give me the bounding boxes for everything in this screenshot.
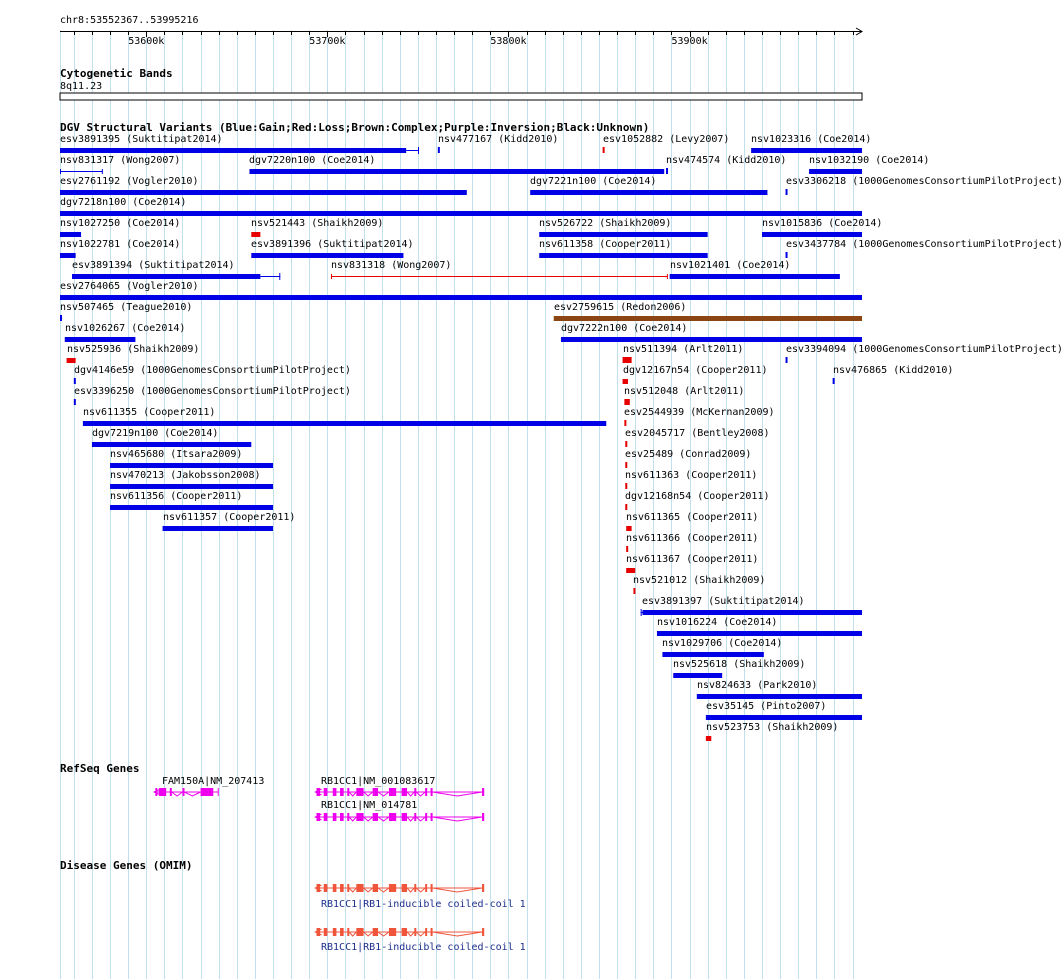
dgv-tick bbox=[623, 357, 632, 363]
feature-label[interactable]: esv35145 (Pinto2007) bbox=[706, 701, 827, 712]
feature-label[interactable]: nsv474574 (Kidd2010) bbox=[666, 155, 787, 166]
feature-label[interactable]: nsv525618 (Shaikh2009) bbox=[673, 659, 806, 670]
feature-label[interactable]: nsv521012 (Shaikh2009) bbox=[633, 575, 766, 586]
dgv-bar bbox=[657, 631, 862, 636]
dgv-bar bbox=[83, 421, 606, 426]
feature-label[interactable]: nsv1021401 (Coe2014) bbox=[670, 260, 791, 271]
omim-exon bbox=[356, 884, 363, 892]
refseq-exon bbox=[316, 813, 320, 821]
feature-label[interactable]: nsv611357 (Cooper2011) bbox=[163, 512, 296, 523]
dgv-bar bbox=[706, 736, 711, 741]
refseq-exon bbox=[431, 813, 433, 821]
omim-exon bbox=[389, 928, 396, 936]
dgv-tick bbox=[74, 399, 76, 405]
omim-intron-chevron bbox=[407, 888, 414, 892]
feature-label[interactable]: nsv1015836 (Coe2014) bbox=[762, 218, 883, 229]
dgv-bar bbox=[673, 673, 722, 678]
dgv-bar bbox=[65, 337, 136, 342]
omim-intron-chevron bbox=[416, 888, 425, 892]
dgv-bar bbox=[809, 169, 862, 174]
refseq-exon bbox=[324, 813, 328, 821]
omim-intron-chevron bbox=[378, 932, 389, 936]
feature-label[interactable]: nsv470213 (Jakobsson2008) bbox=[110, 470, 261, 481]
omim-exon bbox=[431, 928, 433, 936]
feature-label[interactable]: nsv1022781 (Coe2014) bbox=[60, 239, 181, 250]
feature-label[interactable]: nsv521443 (Shaikh2009) bbox=[251, 218, 384, 229]
dgv-tick bbox=[626, 546, 628, 552]
dgv-bar bbox=[539, 253, 707, 258]
feature-label[interactable]: esv3394094 (1000GenomesConsortiumPilotProject) bbox=[786, 344, 1063, 355]
feature-label[interactable]: nsv611358 (Cooper2011) bbox=[539, 239, 672, 250]
omim-exon bbox=[324, 928, 328, 936]
omim-track bbox=[315, 884, 484, 936]
feature-label[interactable]: nsv824633 (Park2010) bbox=[697, 680, 818, 691]
refseq-exon bbox=[347, 788, 349, 796]
feature-label[interactable]: nsv1027250 (Coe2014) bbox=[60, 218, 181, 229]
feature-label[interactable]: dgv7218n100 (Coe2014) bbox=[60, 197, 187, 208]
refseq-exon bbox=[170, 788, 172, 796]
dgv-tick bbox=[438, 147, 440, 153]
ruler-tick-label: 53800k bbox=[490, 36, 527, 47]
dgv-bar bbox=[92, 442, 251, 447]
refseq-intron-chevron bbox=[349, 792, 356, 796]
refseq-exon bbox=[340, 813, 344, 821]
feature-label[interactable]: dgv4146e59 (1000GenomesConsortiumPilotProject) bbox=[74, 365, 351, 376]
dgv-bar bbox=[762, 232, 862, 237]
feature-label[interactable]: nsv1032190 (Coe2014) bbox=[809, 155, 930, 166]
feature-label[interactable]: nsv1029706 (Coe2014) bbox=[662, 638, 783, 649]
feature-label[interactable]: nsv477167 (Kidd2010) bbox=[438, 134, 559, 145]
refseq-exon bbox=[414, 788, 416, 796]
ruler-axis bbox=[60, 28, 862, 47]
feature-label[interactable]: nsv526722 (Shaikh2009) bbox=[539, 218, 672, 229]
feature-label[interactable]: esv2045717 (Bentley2008) bbox=[625, 428, 770, 439]
feature-label[interactable]: FAM150A|NM_207413 bbox=[162, 776, 265, 787]
refseq-exon bbox=[389, 813, 396, 821]
dgv-tick bbox=[624, 420, 626, 426]
dgv-bar bbox=[623, 379, 628, 384]
dgv-tick bbox=[633, 588, 635, 594]
feature-label[interactable]: esv3891394 (Suktitipat2014) bbox=[72, 260, 235, 271]
refseq-exon bbox=[347, 813, 349, 821]
feature-label[interactable]: esv2759615 (Redon2006) bbox=[554, 302, 687, 313]
feature-label[interactable]: nsv523753 (Shaikh2009) bbox=[706, 722, 839, 733]
dgv-bar bbox=[60, 211, 862, 216]
omim-exon bbox=[431, 884, 433, 892]
refseq-exon bbox=[482, 788, 484, 796]
feature-label[interactable]: esv3891396 (Suktitipat2014) bbox=[251, 239, 414, 250]
dgv-bar bbox=[163, 526, 273, 531]
dgv-bar bbox=[72, 274, 260, 279]
feature-label[interactable]: nsv525936 (Shaikh2009) bbox=[67, 344, 200, 355]
feature-label[interactable]: esv3891395 (Suktitipat2014) bbox=[60, 134, 223, 145]
omim-exon bbox=[373, 928, 378, 936]
dgv-tick bbox=[625, 504, 627, 510]
refseq-exon bbox=[425, 788, 427, 796]
dgv-tick bbox=[603, 147, 605, 153]
feature-label[interactable]: RB1CC1|NM_001083617 bbox=[321, 776, 436, 787]
feature-label[interactable]: nsv1026267 (Coe2014) bbox=[65, 323, 186, 334]
omim-intron-chevron bbox=[416, 932, 425, 936]
refseq-track bbox=[154, 788, 484, 821]
ruler-tick-label: 53900k bbox=[671, 36, 708, 47]
feature-label[interactable]: nsv512048 (Arlt2011) bbox=[624, 386, 745, 397]
dgv-bar bbox=[60, 253, 76, 258]
feature-label[interactable]: dgv12167n54 (Cooper2011) bbox=[623, 365, 768, 376]
dgv-bar bbox=[251, 232, 260, 237]
refseq-intron-chevron bbox=[184, 792, 200, 796]
dgv-bar bbox=[662, 652, 763, 657]
dgv-bar bbox=[530, 190, 767, 195]
refseq-intron-chevron bbox=[378, 792, 389, 796]
dgv-bar bbox=[706, 715, 862, 720]
refseq-exon bbox=[155, 788, 157, 796]
refseq-exon bbox=[373, 788, 378, 796]
refseq-exon bbox=[389, 788, 396, 796]
refseq-intron-chevron bbox=[378, 817, 389, 821]
refseq-exon bbox=[159, 788, 166, 796]
feature-label[interactable]: dgv7222n100 (Coe2014) bbox=[561, 323, 688, 334]
dgv-tick bbox=[625, 441, 627, 447]
omim-intron-chevron bbox=[378, 888, 389, 892]
refseq-exon bbox=[414, 813, 416, 821]
dgv-bar bbox=[626, 526, 631, 531]
dgv-bar bbox=[60, 148, 406, 153]
feature-label[interactable]: nsv831317 (Wong2007) bbox=[60, 155, 181, 166]
omim-intron-chevron bbox=[432, 888, 482, 892]
dgv-bar bbox=[554, 316, 862, 321]
omim-exon bbox=[356, 928, 363, 936]
feature-label[interactable]: nsv611366 (Cooper2011) bbox=[626, 533, 759, 544]
omim-exon bbox=[324, 884, 328, 892]
feature-label[interactable]: esv3306218 (1000GenomesConsortiumPilotProject) bbox=[786, 176, 1063, 187]
omim-exon bbox=[316, 928, 320, 936]
dgv-bar bbox=[251, 253, 403, 258]
feature-label[interactable]: nsv611356 (Cooper2011) bbox=[110, 491, 243, 502]
dgv-tick bbox=[74, 378, 76, 384]
feature-label[interactable]: RB1CC1|RB1-inducible coiled-coil 1 bbox=[321, 899, 526, 910]
refseq-exon bbox=[333, 788, 337, 796]
feature-label[interactable]: dgv7221n100 (Coe2014) bbox=[530, 176, 657, 187]
dgv-tick bbox=[786, 252, 788, 258]
feature-label[interactable]: RB1CC1|NM_014781 bbox=[321, 800, 418, 811]
feature-label[interactable]: esv2764065 (Vogler2010) bbox=[60, 281, 199, 292]
omim-intron-chevron bbox=[349, 932, 356, 936]
omim-exon bbox=[333, 884, 337, 892]
feature-label[interactable]: esv2761192 (Vogler2010) bbox=[60, 176, 199, 187]
dgv-tick bbox=[625, 483, 627, 489]
omim-exon bbox=[333, 928, 337, 936]
feature-label[interactable]: nsv465680 (Itsara2009) bbox=[110, 449, 243, 460]
dgv-bar bbox=[60, 295, 862, 300]
dgv-tick bbox=[666, 168, 668, 174]
position-label: chr8:53552367..53995216 bbox=[60, 15, 199, 26]
dgv-bar bbox=[249, 169, 664, 174]
dgv-bar bbox=[561, 337, 862, 342]
refseq-exon bbox=[201, 788, 214, 796]
refseq-exon bbox=[316, 788, 320, 796]
omim-exon bbox=[402, 884, 407, 892]
dgv-bar bbox=[697, 694, 862, 699]
omim-intron-chevron bbox=[349, 888, 356, 892]
omim-exon bbox=[414, 884, 416, 892]
cytoband-bar bbox=[60, 93, 862, 100]
omim-exon bbox=[373, 884, 378, 892]
feature-label[interactable]: nsv476865 (Kidd2010) bbox=[833, 365, 954, 376]
omim-exon bbox=[389, 884, 396, 892]
feature-label[interactable]: nsv611367 (Cooper2011) bbox=[626, 554, 759, 565]
feature-label[interactable]: esv25489 (Conrad2009) bbox=[625, 449, 752, 460]
feature-label[interactable]: RB1CC1|RB1-inducible coiled-coil 1 bbox=[321, 942, 526, 953]
feature-label[interactable]: esv3396250 (1000GenomesConsortiumPilotProject) bbox=[74, 386, 351, 397]
omim-exon bbox=[347, 928, 349, 936]
dgv-tick bbox=[833, 378, 835, 384]
omim-exon bbox=[482, 928, 484, 936]
refseq-exon bbox=[425, 813, 427, 821]
cytoband-name: 8q11.23 bbox=[60, 81, 103, 92]
omim-exon bbox=[425, 884, 427, 892]
dgv-bar bbox=[751, 148, 862, 153]
refseq-intron-chevron bbox=[407, 817, 414, 821]
refseq-exon bbox=[402, 788, 407, 796]
omim-intron-chevron bbox=[407, 932, 414, 936]
omim-exon bbox=[402, 928, 407, 936]
dgv-bar bbox=[60, 190, 467, 195]
dgv-tick bbox=[60, 315, 62, 321]
ruler-tick-label: 53600k bbox=[128, 36, 165, 47]
dgv-title[interactable]: DGV Structural Variants (Blue:Gain;Red:Loss;Brown:Complex;Purple:Inversion;Black:Unknown) bbox=[60, 121, 650, 134]
refseq-intron-chevron bbox=[407, 792, 414, 796]
omim-exon bbox=[414, 928, 416, 936]
dgv-tick bbox=[786, 189, 788, 195]
refseq-title[interactable]: RefSeq Genes bbox=[60, 762, 140, 775]
refseq-exon bbox=[431, 788, 433, 796]
refseq-exon bbox=[402, 813, 407, 821]
omim-intron-chevron bbox=[432, 932, 482, 936]
refseq-intron-chevron bbox=[172, 792, 183, 796]
refseq-exon bbox=[340, 788, 344, 796]
dgv-bar bbox=[67, 358, 76, 363]
feature-label[interactable]: nsv831318 (Wong2007) bbox=[331, 260, 452, 271]
dgv-tick bbox=[786, 357, 788, 363]
dgv-bar bbox=[110, 505, 273, 510]
refseq-intron-chevron bbox=[416, 817, 425, 821]
refseq-intron-chevron bbox=[349, 817, 356, 821]
dgv-tick bbox=[625, 462, 627, 468]
omim-exon bbox=[340, 928, 344, 936]
omim-exon bbox=[482, 884, 484, 892]
omim-exon bbox=[340, 884, 344, 892]
feature-label[interactable]: esv3891397 (Suktitipat2014) bbox=[642, 596, 805, 607]
feature-label[interactable]: esv1052882 (Levy2007) bbox=[603, 134, 730, 145]
feature-label[interactable]: esv2544939 (McKernan2009) bbox=[624, 407, 775, 418]
omim-exon bbox=[347, 884, 349, 892]
refseq-intron-chevron bbox=[432, 792, 482, 796]
refseq-exon bbox=[324, 788, 328, 796]
omim-exon bbox=[316, 884, 320, 892]
dgv-bar bbox=[626, 568, 635, 573]
dgv-bar bbox=[539, 232, 707, 237]
dgv-bar bbox=[642, 610, 862, 615]
ruler-tick-label: 53700k bbox=[309, 36, 346, 47]
feature-label[interactable]: dgv7219n100 (Coe2014) bbox=[92, 428, 219, 439]
dgv-tick bbox=[624, 399, 629, 405]
refseq-exon bbox=[182, 788, 184, 796]
refseq-intron-chevron bbox=[432, 817, 482, 821]
omim-exon bbox=[425, 928, 427, 936]
refseq-intron-chevron bbox=[416, 792, 425, 796]
feature-label[interactable]: dgv12168n54 (Cooper2011) bbox=[625, 491, 770, 502]
feature-label[interactable]: esv3437784 (1000GenomesConsortiumPilotProject) bbox=[786, 239, 1063, 250]
feature-label[interactable]: nsv611365 (Cooper2011) bbox=[626, 512, 759, 523]
refseq-exon bbox=[482, 813, 484, 821]
refseq-exon bbox=[373, 813, 378, 821]
feature-label[interactable]: nsv1023316 (Coe2014) bbox=[751, 134, 872, 145]
feature-label[interactable]: nsv611363 (Cooper2011) bbox=[625, 470, 758, 481]
dgv-bar bbox=[60, 232, 81, 237]
cytoband-title[interactable]: Cytogenetic Bands bbox=[60, 67, 173, 80]
omim-title[interactable]: Disease Genes (OMIM) bbox=[60, 859, 193, 872]
cytoband-track bbox=[60, 93, 862, 100]
refseq-exon bbox=[333, 813, 337, 821]
feature-label[interactable]: nsv507465 (Teague2010) bbox=[60, 302, 193, 313]
feature-label[interactable]: nsv511394 (Arlt2011) bbox=[623, 344, 744, 355]
refseq-exon bbox=[356, 813, 363, 821]
feature-label[interactable]: nsv611355 (Cooper2011) bbox=[83, 407, 216, 418]
feature-label[interactable]: dgv7220n100 (Coe2014) bbox=[249, 155, 376, 166]
refseq-exon bbox=[356, 788, 363, 796]
dgv-bar bbox=[110, 463, 273, 468]
dgv-bar bbox=[670, 274, 840, 279]
dgv-bar bbox=[110, 484, 273, 489]
dgv-track bbox=[60, 147, 862, 741]
feature-label[interactable]: nsv1016224 (Coe2014) bbox=[657, 617, 778, 628]
